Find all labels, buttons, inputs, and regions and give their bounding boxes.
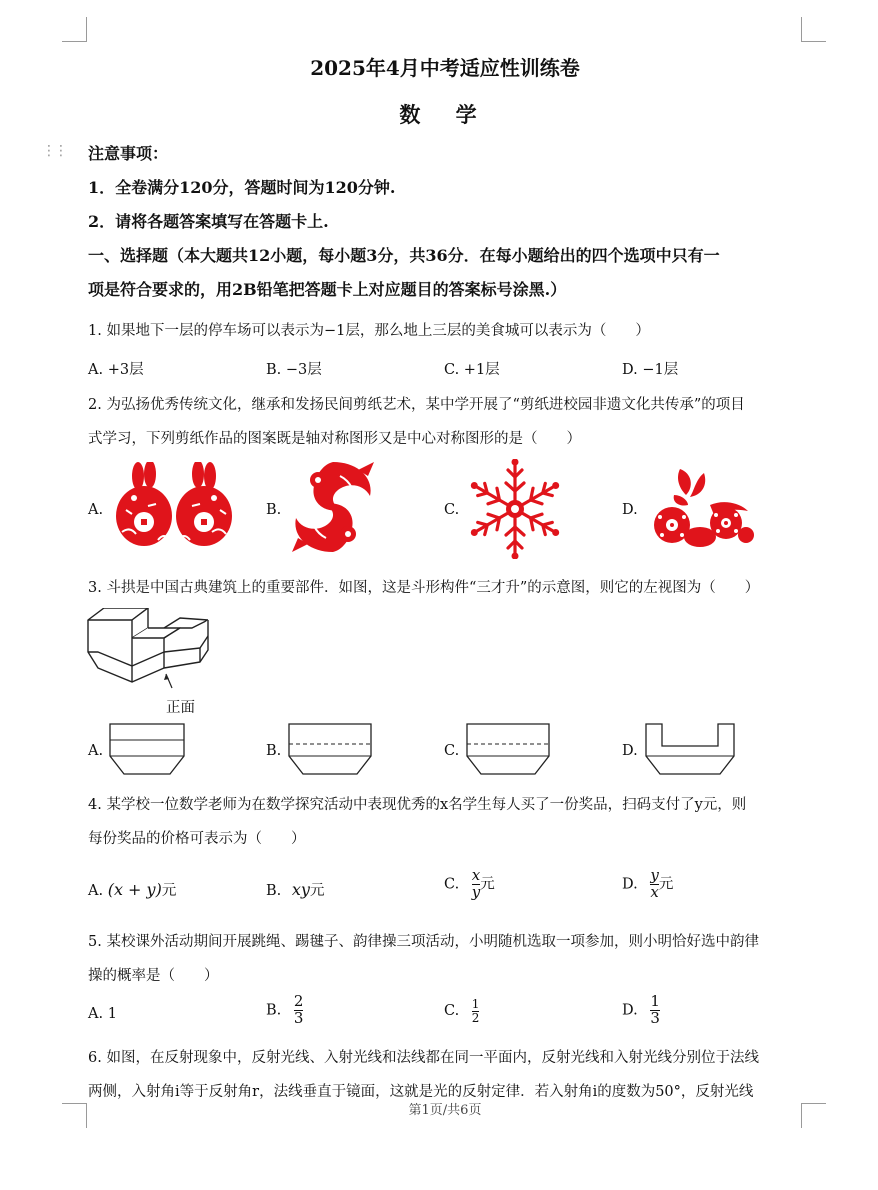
q1-option-b[interactable]: B. −3层 — [266, 362, 322, 378]
q3-option-b[interactable]: B. — [266, 743, 282, 759]
q4-option-b-expression: xy — [291, 880, 310, 899]
subject-title: 数 学 — [399, 102, 491, 127]
q3-option-b-view — [287, 722, 375, 776]
q5-option-c-letter: C. — [444, 1003, 460, 1020]
drag-handle-icon[interactable]: ⋮⋮ — [42, 143, 66, 159]
q5-option-b-letter: B. — [266, 1002, 282, 1019]
q5-option-d-denominator: 3 — [650, 1008, 660, 1027]
q2-option-b[interactable]: B. — [266, 502, 282, 518]
q4-option-c-fraction — [472, 868, 480, 901]
papercut-rabbits-image — [108, 462, 240, 550]
notice-item-2: 2．请将各题答案填写在答题卡上. — [88, 212, 329, 231]
question-4-text-line-1: 4. 某学校一位数学老师为在数学探究活动中表现优秀的x名学生每人买了一份奖品，扫码支付了y元，则 — [88, 797, 747, 813]
q4-option-b[interactable] — [266, 879, 324, 900]
notice-heading: 注意事项： — [88, 144, 169, 163]
front-view-label: 正面 — [166, 700, 195, 716]
papercut-butterfly-flowers-image — [650, 465, 756, 551]
q1-option-d[interactable]: D. −1层 — [622, 362, 679, 378]
q3-option-a-view — [108, 722, 188, 776]
q5-option-a[interactable]: A. 1 — [88, 1006, 117, 1022]
q3-option-d[interactable]: D. — [622, 743, 638, 759]
section-heading-line-1: 一、选择题（本大题共12小题，每小题3分，共36分．在每小题给出的四个选项中只有一 — [88, 246, 720, 265]
exam-title: 2025年4月中考适应性训练卷 — [310, 56, 580, 80]
question-2-text-line-1: 2. 为弘扬优秀传统文化，继承和发扬民间剪纸艺术，某中学开展了“剪纸进校园非遗文化共传承”的项目 — [88, 397, 745, 413]
q4-option-d-denominator: x — [650, 882, 659, 901]
q5-option-c[interactable] — [444, 998, 479, 1024]
corner-mark-top-right — [801, 17, 826, 42]
q4-option-a[interactable] — [88, 879, 176, 900]
q3-option-a[interactable]: A. — [88, 743, 104, 759]
q5-option-b-fraction — [294, 994, 304, 1027]
question-5-text-line-2: 操的概率是（ ） — [88, 968, 219, 984]
q5-option-d[interactable] — [622, 994, 660, 1027]
q2-option-c[interactable]: C. — [444, 502, 460, 518]
q3-option-c[interactable]: C. — [444, 743, 460, 759]
q2-option-d[interactable]: D. — [622, 502, 638, 518]
question-1-text: 1. 如果地下一层的停车场可以表示为−1层，那么地上三层的美食城可以表示为（ ） — [88, 323, 650, 339]
q4-option-b-unit: 元 — [309, 883, 325, 899]
sancaisheng-3d-figure — [84, 608, 218, 692]
question-6-text-line-2: 两侧，入射角i等于反射角r，法线垂直于镜面，这就是光的反射定律．若入射角i的度数为50°，反射光线 — [88, 1084, 754, 1100]
q4-option-d-fraction — [650, 868, 658, 901]
q5-option-d-fraction — [650, 994, 660, 1027]
q5-option-c-denominator: 2 — [471, 1010, 480, 1025]
q4-option-d-unit: 元 — [658, 876, 674, 893]
q5-option-b[interactable] — [266, 994, 303, 1027]
q4-option-c-unit: 元 — [480, 876, 495, 893]
q5-option-b-denominator: 3 — [293, 1008, 304, 1027]
q4-option-a-unit: 元 — [161, 883, 177, 899]
q4-option-c-letter: C. — [444, 876, 460, 893]
q4-option-a-expression: (x + y) — [107, 880, 162, 899]
q4-option-c[interactable] — [444, 868, 495, 901]
q5-option-c-fraction — [472, 998, 480, 1024]
question-2-text-line-2: 式学习，下列剪纸作品的图案既是轴对称图形又是中心对称图形的是（ ） — [88, 431, 581, 447]
q4-option-a-letter: A. — [88, 883, 104, 899]
question-3-text: 3. 斗拱是中国古典建筑上的重要部件．如图，这是斗形构件“三才升”的示意图，则它的左视图为（ ） — [88, 580, 760, 596]
q5-option-b-numerator: 2 — [293, 992, 304, 1010]
q1-option-a[interactable]: A. +3层 — [88, 362, 144, 378]
question-4-text-line-2: 每份奖品的价格可表示为（ ） — [88, 831, 306, 847]
q2-option-a[interactable]: A. — [88, 502, 104, 518]
q4-option-d-numerator: y — [650, 866, 659, 884]
q4-option-c-denominator: y — [471, 882, 481, 901]
q5-option-c-numerator: 1 — [471, 997, 480, 1011]
papercut-phoenix-image — [288, 460, 378, 554]
question-6-text-line-1: 6. 如图，在反射现象中，反射光线、入射光线和法线都在同一平面内，反射光线和入射光线分别位于法线 — [88, 1050, 759, 1066]
section-heading-line-2: 项是符合要求的，用2B铅笔把答题卡上对应题目的答案标号涂黑.） — [88, 280, 567, 299]
page-number: 第1页/共6页 — [408, 1103, 482, 1118]
papercut-snowflake-image — [470, 459, 560, 559]
q5-option-d-letter: D. — [622, 1002, 638, 1019]
question-5-text-line-1: 5. 某校课外活动期间开展跳绳、踢毽子、韵律操三项活动，小明随机选取一项参加，则小明恰好选中韵律 — [88, 934, 759, 950]
q4-option-c-numerator: x — [471, 866, 481, 884]
q4-option-b-letter: B. — [266, 883, 282, 899]
q3-option-c-view — [465, 722, 553, 776]
q4-option-d[interactable] — [622, 868, 673, 901]
notice-item-1: 1．全卷满分120分，答题时间为120分钟. — [88, 178, 396, 197]
q4-option-d-letter: D. — [622, 876, 638, 893]
q1-option-c[interactable]: C. +1层 — [444, 362, 500, 378]
corner-mark-top-left — [62, 17, 87, 42]
q5-option-d-numerator: 1 — [650, 992, 660, 1010]
q3-option-d-view — [644, 722, 738, 776]
